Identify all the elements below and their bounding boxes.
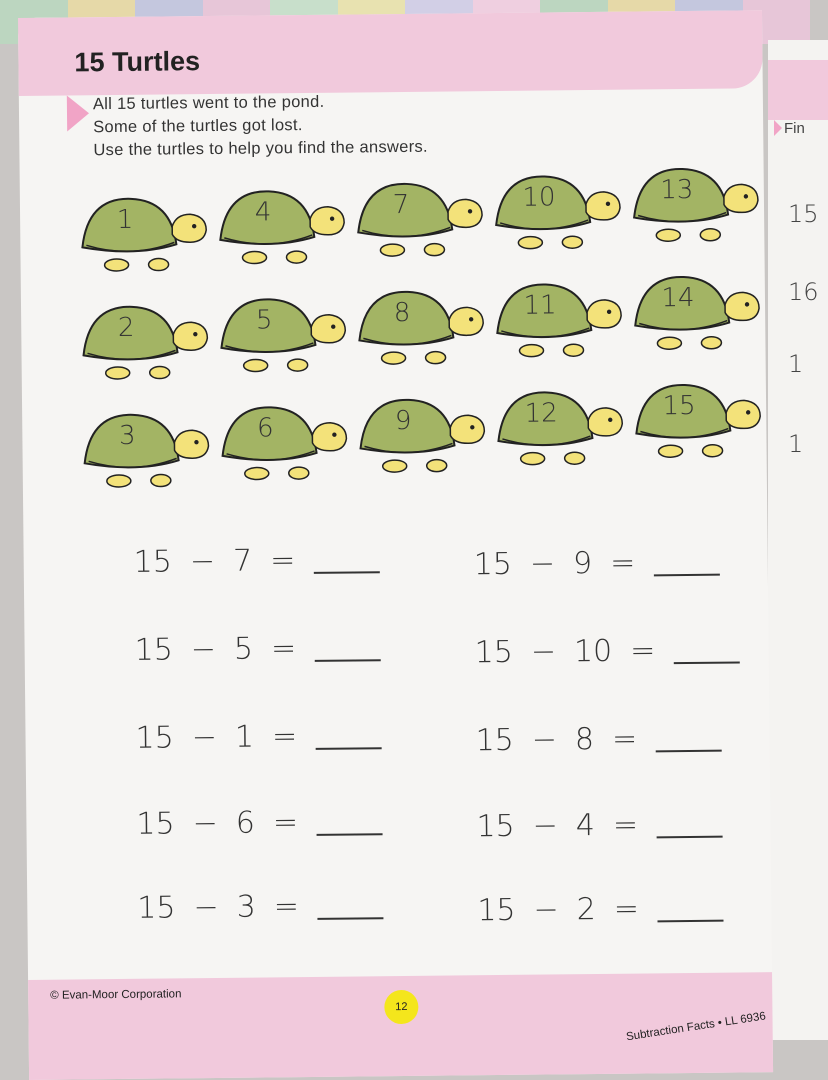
equals-sign: =: [613, 891, 640, 927]
turtle-number: 5: [255, 305, 273, 336]
minus-sign: −: [530, 634, 557, 670]
answer-blank[interactable]: [317, 917, 383, 920]
problem-subtrahend: 1: [234, 719, 255, 755]
problem-minuend: 15: [137, 890, 176, 926]
instruction-line: Use the turtles to help you find the answers.: [93, 137, 428, 160]
next-page-number: 15: [788, 200, 819, 228]
minus-sign: −: [533, 892, 559, 928]
copyright-text: © Evan-Moor Corporation: [50, 988, 182, 1002]
turtle-card: [490, 164, 627, 260]
turtle-number: 1: [116, 204, 134, 235]
turtle-card: [76, 186, 213, 282]
series-label: Subtraction Facts • LL 6936: [625, 1010, 767, 1044]
subtraction-problem: [476, 807, 722, 845]
equals-sign: =: [271, 719, 298, 755]
turtle-number: 14: [661, 282, 695, 314]
answer-blank[interactable]: [313, 571, 379, 574]
subtraction-problem: [134, 630, 380, 668]
turtle-number: 12: [524, 398, 558, 429]
subtraction-problem: [474, 632, 739, 670]
turtle-grid: [76, 174, 739, 507]
problem-minuend: 15: [133, 544, 173, 580]
problem-minuend: 15: [135, 720, 174, 756]
minus-sign: −: [190, 631, 217, 668]
answer-blank[interactable]: [657, 920, 723, 923]
problem-subtrahend: 6: [235, 805, 256, 841]
problem-minuend: 15: [475, 722, 514, 759]
problem-minuend: 15: [473, 546, 513, 583]
turtle-card: [215, 287, 352, 383]
problem-subtrahend: 5: [233, 631, 254, 667]
problem-subtrahend: 3: [236, 889, 256, 925]
problem-subtrahend: 2: [576, 891, 596, 928]
page-number-badge: 12: [384, 990, 418, 1024]
problem-minuend: 15: [136, 806, 175, 842]
problem-subtrahend: 4: [575, 808, 596, 844]
subtraction-problem: [134, 542, 380, 580]
subtraction-problem: [477, 891, 723, 929]
turtle-number: 7: [392, 189, 410, 221]
turtle-number: 13: [660, 174, 694, 206]
turtle-number: 9: [394, 405, 412, 437]
turtle-card: [492, 380, 629, 476]
next-page-number: 1: [788, 430, 804, 458]
equals-sign: =: [273, 889, 300, 925]
minus-sign: −: [193, 889, 219, 926]
subtraction-problem: [475, 721, 721, 759]
answer-blank[interactable]: [673, 661, 739, 664]
next-page-arrow-icon: [774, 120, 782, 136]
minus-sign: −: [191, 719, 218, 756]
turtle-number: 6: [256, 413, 274, 444]
next-page-number: 16: [788, 278, 819, 306]
turtle-number: 2: [117, 312, 135, 343]
turtle-card: [216, 395, 353, 491]
equals-sign: =: [270, 631, 297, 667]
problem-subtrahend: 9: [572, 546, 593, 582]
turtle-card: [491, 272, 628, 368]
minus-sign: −: [192, 805, 218, 842]
minus-sign: −: [531, 722, 558, 758]
problem-minuend: 15: [474, 634, 514, 671]
subtraction-problem: [474, 545, 720, 583]
answer-blank[interactable]: [315, 747, 381, 750]
equals-sign: =: [272, 805, 299, 841]
next-page-text: Fin: [784, 120, 805, 137]
turtle-number: 8: [393, 297, 411, 329]
problem-subtrahend: 10: [573, 633, 613, 670]
equals-sign: =: [269, 543, 296, 579]
instruction-arrow-icon: [67, 95, 89, 131]
equals-sign: =: [611, 721, 638, 757]
problem-minuend: 15: [477, 892, 516, 929]
turtle-number: 3: [118, 420, 136, 451]
problem-subtrahend: 7: [232, 543, 253, 579]
problem-subtrahend: 8: [574, 722, 595, 758]
subtraction-problem: [137, 888, 383, 926]
worksheet-page: [18, 10, 773, 1080]
equals-sign: =: [609, 545, 636, 581]
turtle-number: 15: [662, 390, 696, 422]
next-page-edge: [768, 40, 828, 1040]
turtle-number: 4: [254, 197, 272, 228]
turtle-card: [77, 294, 214, 390]
turtle-number: 10: [522, 182, 556, 213]
minus-sign: −: [532, 808, 559, 844]
turtle-card: [352, 171, 489, 267]
turtle-card: [78, 402, 215, 498]
turtle-card: [630, 372, 767, 468]
minus-sign: −: [529, 546, 556, 582]
minus-sign: −: [189, 543, 216, 580]
answer-blank[interactable]: [653, 574, 719, 577]
instruction-line: Some of the turtles got lost.: [93, 116, 303, 137]
subtraction-problem: [136, 804, 382, 842]
problem-minuend: 15: [134, 632, 173, 668]
turtle-card: [353, 279, 490, 375]
instruction-line: All 15 turtles went to the pond.: [92, 92, 325, 114]
turtle-card: [629, 264, 766, 360]
answer-blank[interactable]: [314, 659, 380, 662]
page-title: 15 Turtles: [74, 46, 201, 78]
answer-blank[interactable]: [655, 750, 721, 753]
answer-blank[interactable]: [316, 833, 382, 836]
turtle-card: [627, 156, 764, 252]
next-page-header: [768, 60, 828, 120]
problem-minuend: 15: [476, 808, 515, 845]
turtle-number: 11: [523, 290, 557, 321]
next-page-number: 1: [788, 350, 804, 378]
subtraction-problem: [135, 718, 381, 756]
answer-blank[interactable]: [656, 836, 722, 839]
turtle-card: [214, 179, 351, 275]
equals-sign: =: [629, 633, 656, 669]
turtle-card: [354, 387, 491, 483]
equals-sign: =: [612, 807, 639, 843]
